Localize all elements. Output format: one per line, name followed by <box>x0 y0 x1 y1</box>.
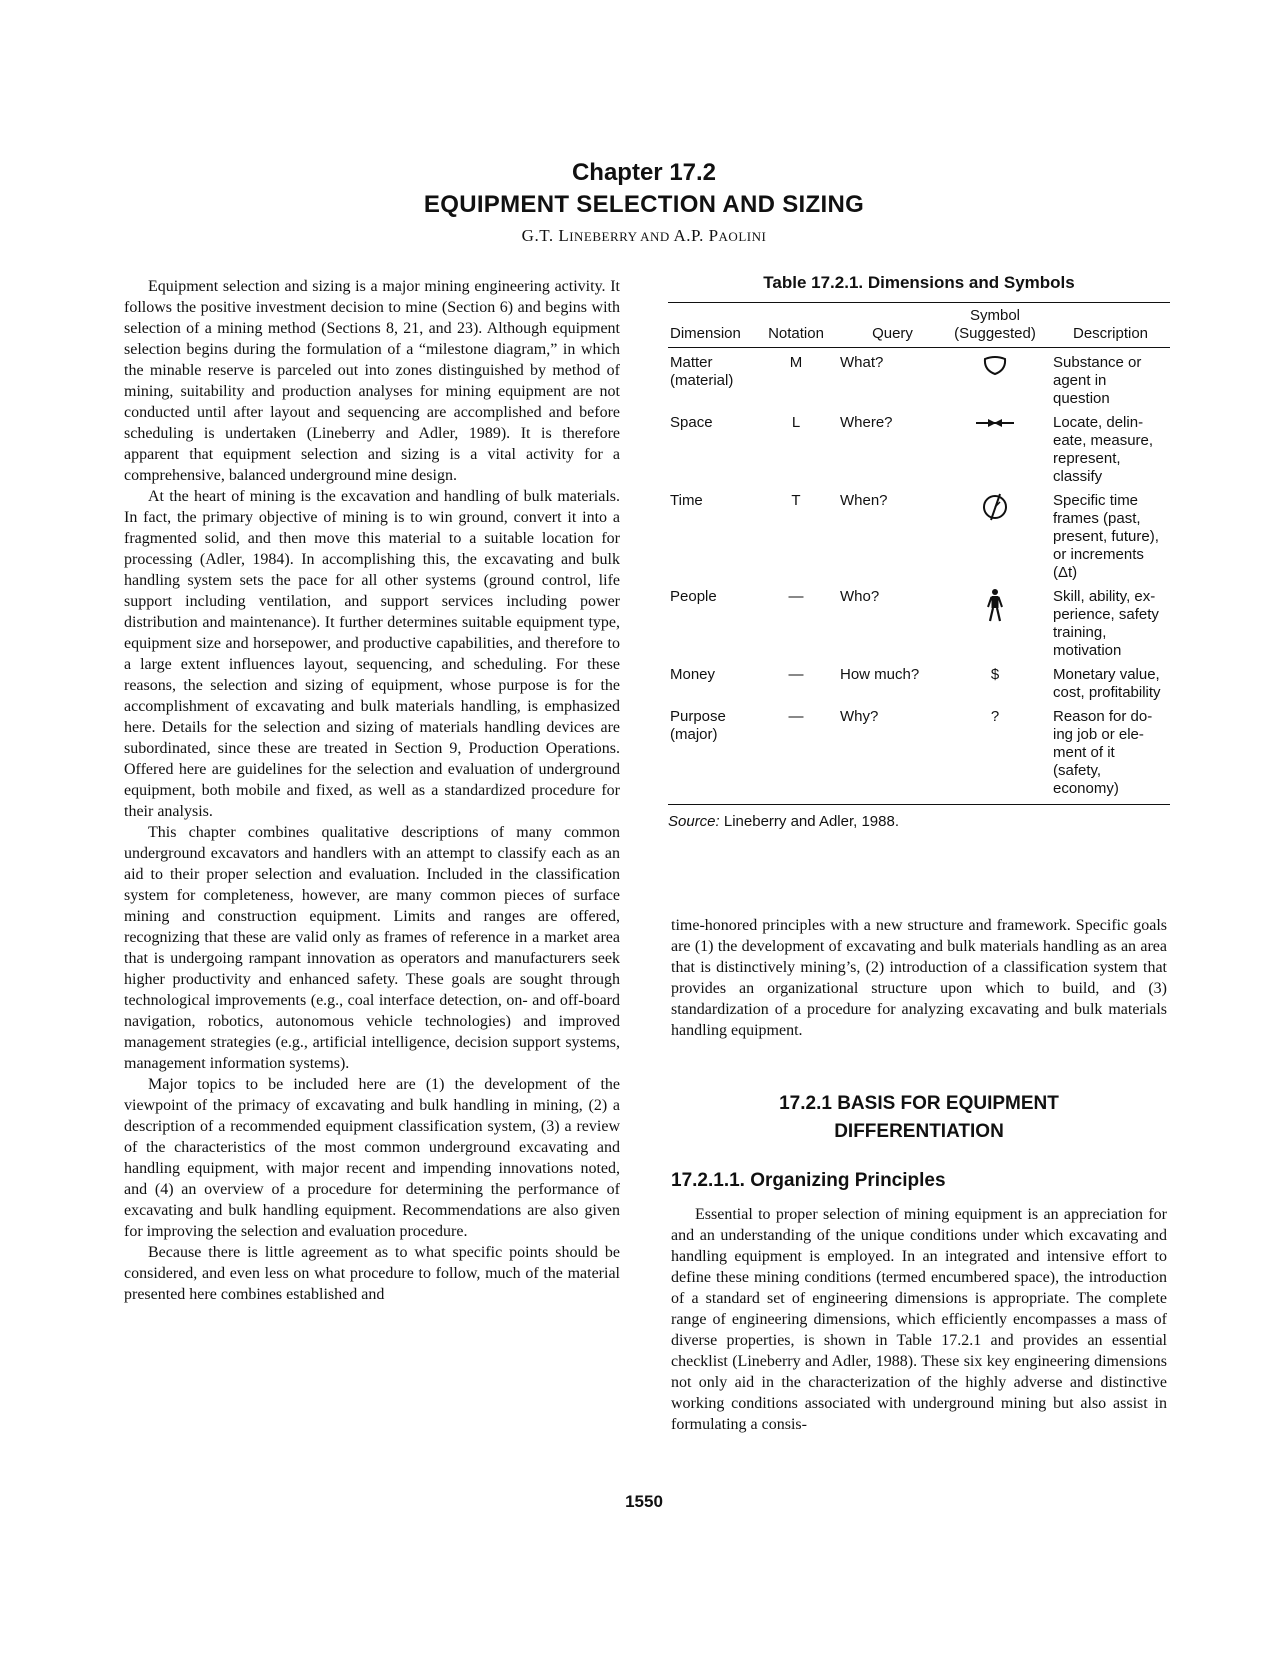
cell-description: Skill, ability, ex- perience, safety training, motivation <box>1053 588 1159 659</box>
table-row <box>668 489 1170 585</box>
subsection-body <box>671 1204 1167 1435</box>
question-symbol-icon: ? <box>990 708 1000 725</box>
cell-query: What? <box>840 354 884 371</box>
cell-dimension: Money <box>670 666 716 683</box>
cell-description: Monetary value, cost, profitability <box>1053 666 1161 701</box>
subsection-heading: 17.2.1.1. Organizing Principles <box>671 1170 946 1191</box>
header-query: Query <box>872 325 913 342</box>
paragraph: At the heart of mining is the excavation and handling of bulk materials. In fact, the primary objective of mining is to win ground, convert it into a fragmented solid, and then move this material to a suitable location for processing (Adler, 1984). In accomplishing this, the excavating and bulk handling system sets the pace for all other systems (ground control, life support including ventilation, and support services including power distribution and maintenance). It further determines suitable equipment type, equipment size and horsepower, and productive capabilities, and therefore to a large extent influences layout, sequencing, and scheduling. For these reasons, the selection and sizing of equipment, whose purpose is for the accomplishment of excavating and bulk materials handling, is emphasized here. Details for the selection and sizing of materials handling devices are subordinated, since these are treated in Section 9, Production Operations. Offered here are guidelines for the selection and evaluation of underground equipment, both mobile and fixed, as well as a standardized procedure for their analysis. <box>124 488 620 820</box>
paragraph: Because there is little agreement as to what specific points should be considered, and even less on what procedure to follow, much of the material presented here combines established and <box>124 1244 620 1303</box>
paragraph: Essential to proper selection of mining equipment is an appreciation for and an understanding of the unique conditions under which excavating and handling equipment is employed. In an integrated and intensive effort to define these mining conditions (termed encumbered space), the introduction of a standard set of engineering dimensions is appropriate. The complete range of engineering dimensions, which efficiently encompasses a mass of diverse properties, is shown in Table 17.2.1 and provides an essential checklist (Lineberry and Adler, 1988). These six key engineering dimensions not only aid in the characterization of the highly adverse and distinctive working conditions associated with underground mining but also assist in formulating a consis- <box>671 1206 1167 1433</box>
author1-initials: G.T. L <box>521 226 570 245</box>
dollar-symbol-icon: $ <box>990 666 1000 683</box>
people-symbol-icon <box>985 588 1005 622</box>
authors <box>0 223 1288 250</box>
cell-dimension: Purpose (major) <box>670 708 726 743</box>
paragraph: time-honored principles with a new structure and framework. Specific goals are (1) the development of excavating and bulk materials handling as an area that is distinctively mining’s, (2) introduction of a classification system that provides an organizational structure upon which to build, and (3) standardization of a procedure for analyzing excavating and bulk materials handling equipment. <box>671 917 1167 1039</box>
cell-dimension: People <box>670 588 717 605</box>
cell-symbol <box>947 411 1043 489</box>
source-text: Lineberry and Adler, 1988. <box>719 813 899 830</box>
cell-description: Reason for do- ing job or ele- ment of it (safety, economy) <box>1053 708 1153 797</box>
matter-symbol-icon <box>982 354 1008 376</box>
table-row <box>668 585 1170 663</box>
author1-surname: INEBERRY <box>569 229 638 244</box>
cell-notation: M <box>789 354 803 371</box>
cell-notation: — <box>788 666 804 683</box>
cell-description: Specific time frames (past, present, future), or increments (Δt) <box>1053 492 1159 581</box>
cell-notation: L <box>791 414 801 431</box>
table-row <box>668 705 1170 805</box>
table-row <box>668 663 1170 705</box>
dimensions-table-block <box>668 272 1170 830</box>
section-heading-line1: 17.2.1 BASIS FOR EQUIPMENT <box>779 1093 1059 1114</box>
cell-query: Where? <box>840 414 893 431</box>
dimensions-table <box>668 302 1170 805</box>
space-symbol-icon <box>974 414 1016 432</box>
header-symbol-line1: Symbol <box>969 307 1021 324</box>
right-column-continuation <box>671 915 1167 1041</box>
page-number: 1550 <box>625 1492 663 1511</box>
header-description: Description <box>1072 325 1149 342</box>
header-dimension: Dimension <box>670 325 741 342</box>
chapter-number: Chapter 17.2 <box>571 159 717 186</box>
author2-surname: AOLINI <box>718 229 767 244</box>
table-source <box>668 813 1170 830</box>
cell-dimension: Matter (material) <box>670 354 734 389</box>
cell-notation: — <box>788 708 804 725</box>
section-heading-line2: DIFFERENTIATION <box>834 1121 1004 1142</box>
cell-query: Why? <box>840 708 879 725</box>
cell-dimension: Time <box>670 492 703 509</box>
paragraph: This chapter combines qualitative descriptions of many common underground excavators and handlers with an attempt to classify each as an aid to their proper selection and evaluation. Included in the classification system for completeness, however, are many common pieces of surface mining and construction equipment. Limits and ranges are offered, recognizing that these are valid only as frames of reference in a market area that is undergoing rampant innovation as operators and manufacturers seek higher productivity and enhanced safety. These goals are sought through technological improvements (e.g., coal interface detection, on- and off-board navigation, robotics, autonomous vehicle technologies) and improved management strategies (e.g., artificial intelligence, decision support systems, management information systems). <box>124 824 620 1072</box>
chapter-title: EQUIPMENT SELECTION AND SIZING <box>423 191 865 218</box>
cell-query: Who? <box>840 588 880 605</box>
table-row <box>668 348 1170 412</box>
left-column <box>124 276 620 1305</box>
cell-description: Locate, delin- eate, measure, represent, classify <box>1053 414 1154 485</box>
source-label: Source: <box>668 813 720 830</box>
paragraph: Equipment selection and sizing is a major mining engineering activity. It follows the positive investment decision to mine (Section 6) and begins with selection of a mining method (Sections 8, 21, and 23). Although equipment selection begins during the formulation of a “milestone diagram,” in which the minable reserve is parceled out into zones distinguished by method of mining, suitability and production analyses for mining equipment are not conducted until after layout and sequencing are accomplished and before scheduling is undertaken (Lineberry and Adler, 1989). It is therefore apparent that equipment selection and sizing is a vital activity for a comprehensive, balanced underground mine design. <box>124 278 620 484</box>
paragraph: Major topics to be included here are (1) the development of the viewpoint of the primacy of excavating and bulk handling in mining, (2) a description of a recommended equipment classification system, (3) a review of the characteristics of the most common underground excavating and handling equipment, with major recent and impending innovations noted, and (4) an overview of a procedure for determining the performance of excavating and bulk handling equipment. Recommendations are also given for improving the selection and evaluation procedure. <box>124 1076 620 1240</box>
cell-query: When? <box>840 492 888 509</box>
cell-description: Substance or agent in question <box>1053 354 1142 407</box>
cell-query: How much? <box>840 666 920 683</box>
author2-initials: A.P. P <box>673 226 719 245</box>
cell-notation: — <box>788 588 804 605</box>
section-heading <box>671 1090 1167 1146</box>
cell-symbol <box>947 489 1043 585</box>
table-header-row <box>668 303 1170 348</box>
cell-symbol <box>947 348 1043 412</box>
chapter-header <box>0 157 1288 250</box>
authors-and: AND <box>637 229 674 244</box>
table-title: Table 17.2.1. Dimensions and Symbols <box>763 273 1075 292</box>
header-symbol-line2: (Suggested) <box>954 325 1036 342</box>
time-symbol-icon <box>981 492 1009 522</box>
header-symbol <box>947 303 1043 348</box>
header-notation: Notation <box>768 325 824 342</box>
cell-dimension: Space <box>670 414 713 431</box>
table-row <box>668 411 1170 489</box>
cell-notation: T <box>791 492 801 509</box>
cell-symbol <box>947 585 1043 663</box>
